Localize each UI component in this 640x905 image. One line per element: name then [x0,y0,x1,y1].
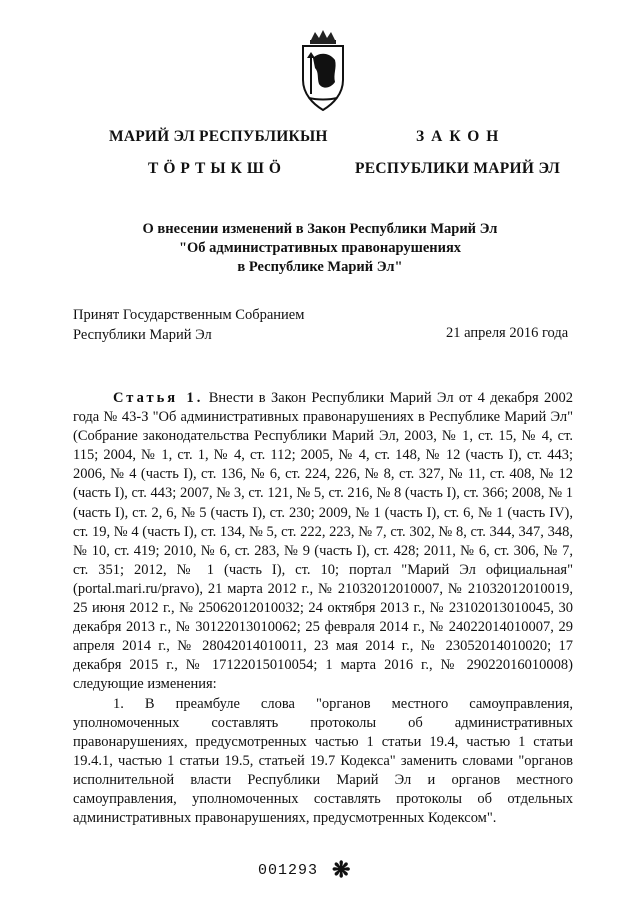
item-1-paragraph: 1. В преамбуле слова "органов местного самоуправления, уполномоченных составлять протоколы об административных правонарушениях, предусмотренных частью 1 статьи 19.4, частью 1 статьи 19.4.1, частью 1 статьи 19.5, статьей 19.7 Кодекса" заменить словами "органов исполнительной власти Республики Марий Эл и органов местного самоуправления, уполномоченных составлять протоколы об отдельных административных правонарушениях, предусмотренных Кодексом". [73,695,573,827]
document-body [73,389,573,828]
title-line3: в Республике Марий Эл" [237,259,403,275]
asterisk-mark: ❋ [332,857,351,882]
coat-of-arms-emblem [297,28,349,112]
title-line1: О внесении изменений в Закон Республики Марий Эл [142,221,498,237]
article-1-text: Внести в Закон Республики Марий Эл от 4 декабря 2002 года № 43-З "Об административных правонарушениях в Республике Марий Эл" (Собрание законодательства Республики Марий Эл, 2003, № 1, ст. 15, № 4, ст. 115; 2004, № 1, ст. 1, № 4, ст. 112; 2005, № 4, ст. 148, № 12 (часть I), ст. 443; 2006, № 4 (часть I), ст. 136, № 6, ст. 224, 226, № 8, ст. 327, № 11, ст. 408, № 12 (часть I), ст. 443; 2007, № 3, ст. 121, № 5, ст. 216, № 8 (часть I), ст. 366; 2008, № 1 (часть I), ст. 2, 6, № 5 (часть I), ст. 230; 2009, № 1 (часть I), ст. 6, № 1 (часть IV), ст. 19, № 4 (часть I), ст. 134, № 5, ст. 222, 223, № 7, ст. 302, № 8, ст. 344, 347, 348, № 10, ст. 419; 2010, № 6, ст. 283, № 9 (часть I), ст. 428; 2011, № 6, ст. 306, № 7, ст. 351; 2012, № 1 (часть I), ст. 10; портал "Марий Эл официальная" (portal.mari.ru/pravo), 21 марта 2012 г., № 21032012010007, № 21032012010019, 25 июня 2012 г., № 25062012010032; 24 октября 2013 г., № 23102013010045, 30 декабря 2013 г., № 30122013010062; 25 февраля 2014 г., № 24022014010007, 29 апреля 2014 г., № 28042014010011, 23 мая 2014 г., № 23052014010020; 17 декабря 2015 г., № 17122015010054; 1 марта 2016 г., № 29022016010008) следующие изменения: [73,390,573,693]
header-left-line2: ТӦРТЫКШӦ [148,160,286,177]
header-right-line1: ЗАКОН [416,128,506,145]
article-1-paragraph [73,389,573,695]
header-left-line1: МАРИЙ ЭЛ РЕСПУБЛИКЫН [109,128,328,145]
adopted-line1: Принят Государственным Собранием [73,307,305,323]
document-title [60,220,580,277]
title-line2: "Об административных правонарушениях [178,240,462,256]
adopted-line2: Республики Марий Эл [73,327,212,343]
article-1-heading: Статья 1. [113,390,204,406]
adoption-block [73,305,304,345]
header-right-line2: РЕСПУБЛИКИ МАРИЙ ЭЛ [355,160,561,177]
document-serial-number: 001293 [258,862,319,879]
adoption-date: 21 апреля 2016 года [446,325,569,341]
